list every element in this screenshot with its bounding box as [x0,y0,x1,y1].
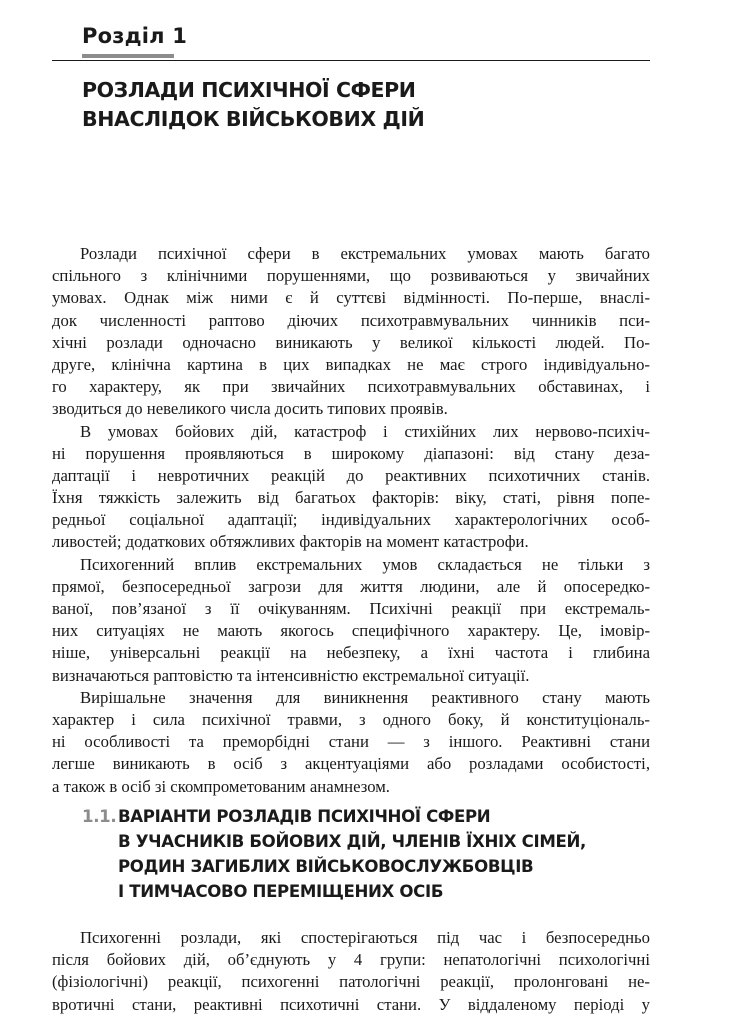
subsection-title-line: В УЧАСНИКІВ БОЙОВИХ ДІЙ, ЧЛЕНІВ ЇХНІХ СІМЕЙ, [118,832,586,851]
text-line: ливостей; додаткових обтяжливих факторів на момент катастрофи. [52,532,529,552]
subsection-title-line: ВАРІАНТИ РОЗЛАДІВ ПСИХІЧНОЇ СФЕРИ [118,807,491,826]
chapter-title-line: РОЗЛАДИ ПСИХІЧНОЇ СФЕРИ [82,78,416,102]
text-line: ні особливості та преморбідні стани — з іншого. Реактивні стани [52,732,650,752]
text-line: визначаються раптовістю та інтенсивністю екстремальної ситуації. [52,665,530,685]
chapter-title [82,76,642,134]
text-line: Психогенні розлади, які спостерігаються під час і безпосередньо [80,928,650,947]
chapter-title-line: ВНАСЛІДОК ВІЙСЬКОВИХ ДІЙ [82,107,425,131]
section-label: Розділ 1 [82,24,188,48]
text-line: ніше, універсальні реакції на небезпеку, а їхні частота і глибина [52,643,650,663]
subsection-title-line: РОДИН ЗАГИБЛИХ ВІЙСЬКОВОСЛУЖБОВЦІВ [118,857,534,876]
text-line: В умовах бойових дій, катастроф і стихійних лих нервово-психіч- [80,421,650,441]
text-line: друге, клінічна картина в цих випадках не має строго індивідуально- [52,354,650,374]
header-rule [52,60,650,61]
text-line: док численності раптово діючих психотравмувальних чинників пси- [52,310,650,330]
text-line: зводиться до невеликого числа досить типових проявів. [52,399,448,419]
text-line: легше виникають в осіб з акцентуаціями або розладами особистості, [52,754,650,774]
text-line: даптації і невротичних реакцій до реактивних психотичних станів. [52,465,650,485]
text-line: а також в осіб зі скомпрометованим анамнезом. [52,776,390,796]
text-line: (фізіологічні) реакції, психогенні патологічні реакції, пролонговані не- [52,972,650,992]
text-line: ваної, пов’язаної з її очікуванням. Психічні реакції при екстремаль- [52,599,650,618]
text-line: характер і сила психічної травми, з одного боку, й конституціональ- [52,709,650,729]
body-text [52,243,650,798]
text-line: умовах. Однак між ними є й суттєві відмінності. По-перше, внаслі- [52,288,650,308]
text-line: спільного з клінічними порушеннями, що розвиваються у звичайних [52,266,650,286]
text-line: ні порушення проявляються в широкому діапазоні: від стану деза- [52,443,650,463]
section-label-underline [82,54,174,58]
text-line: го характеру, як при звичайних психотравмувальних обставинах, і [52,377,650,397]
text-line: Психогенний вплив екстремальних умов складається не тільки з [80,554,650,574]
text-line: Вирішальне значення для виникнення реактивного стану мають [80,687,650,707]
text-line: хічні розлади одночасно виникають у великої кількості людей. По- [52,332,650,352]
text-line: редньої соціальної адаптації; індивідуальних характерологічних особ- [52,510,650,530]
text-line: після бойових дій, об’єднують у 4 групи: непатологічні психологічні [52,950,650,970]
text-line: прямої, безпосередньої загрози для життя людини, але й опосередко- [52,576,650,596]
text-line: них ситуаціях не мають якогось специфічного характеру. Це, імовір- [52,621,650,641]
subsection-number: 1.1. [82,807,117,826]
subsection-title-line: І ТИМЧАСОВО ПЕРЕМІЩЕНИХ ОСІБ [118,882,444,901]
text-line: вротичні стани, реактивні психотичні стани. У віддаленому періоді у [52,994,650,1014]
text-line: Розлади психічної сфери в екстремальних умовах мають багато [80,244,650,263]
text-line: Їхня тяжкість залежить від багатьох факторів: віку, статі, рівня попе- [52,488,650,508]
body-text-continued [52,927,650,1016]
